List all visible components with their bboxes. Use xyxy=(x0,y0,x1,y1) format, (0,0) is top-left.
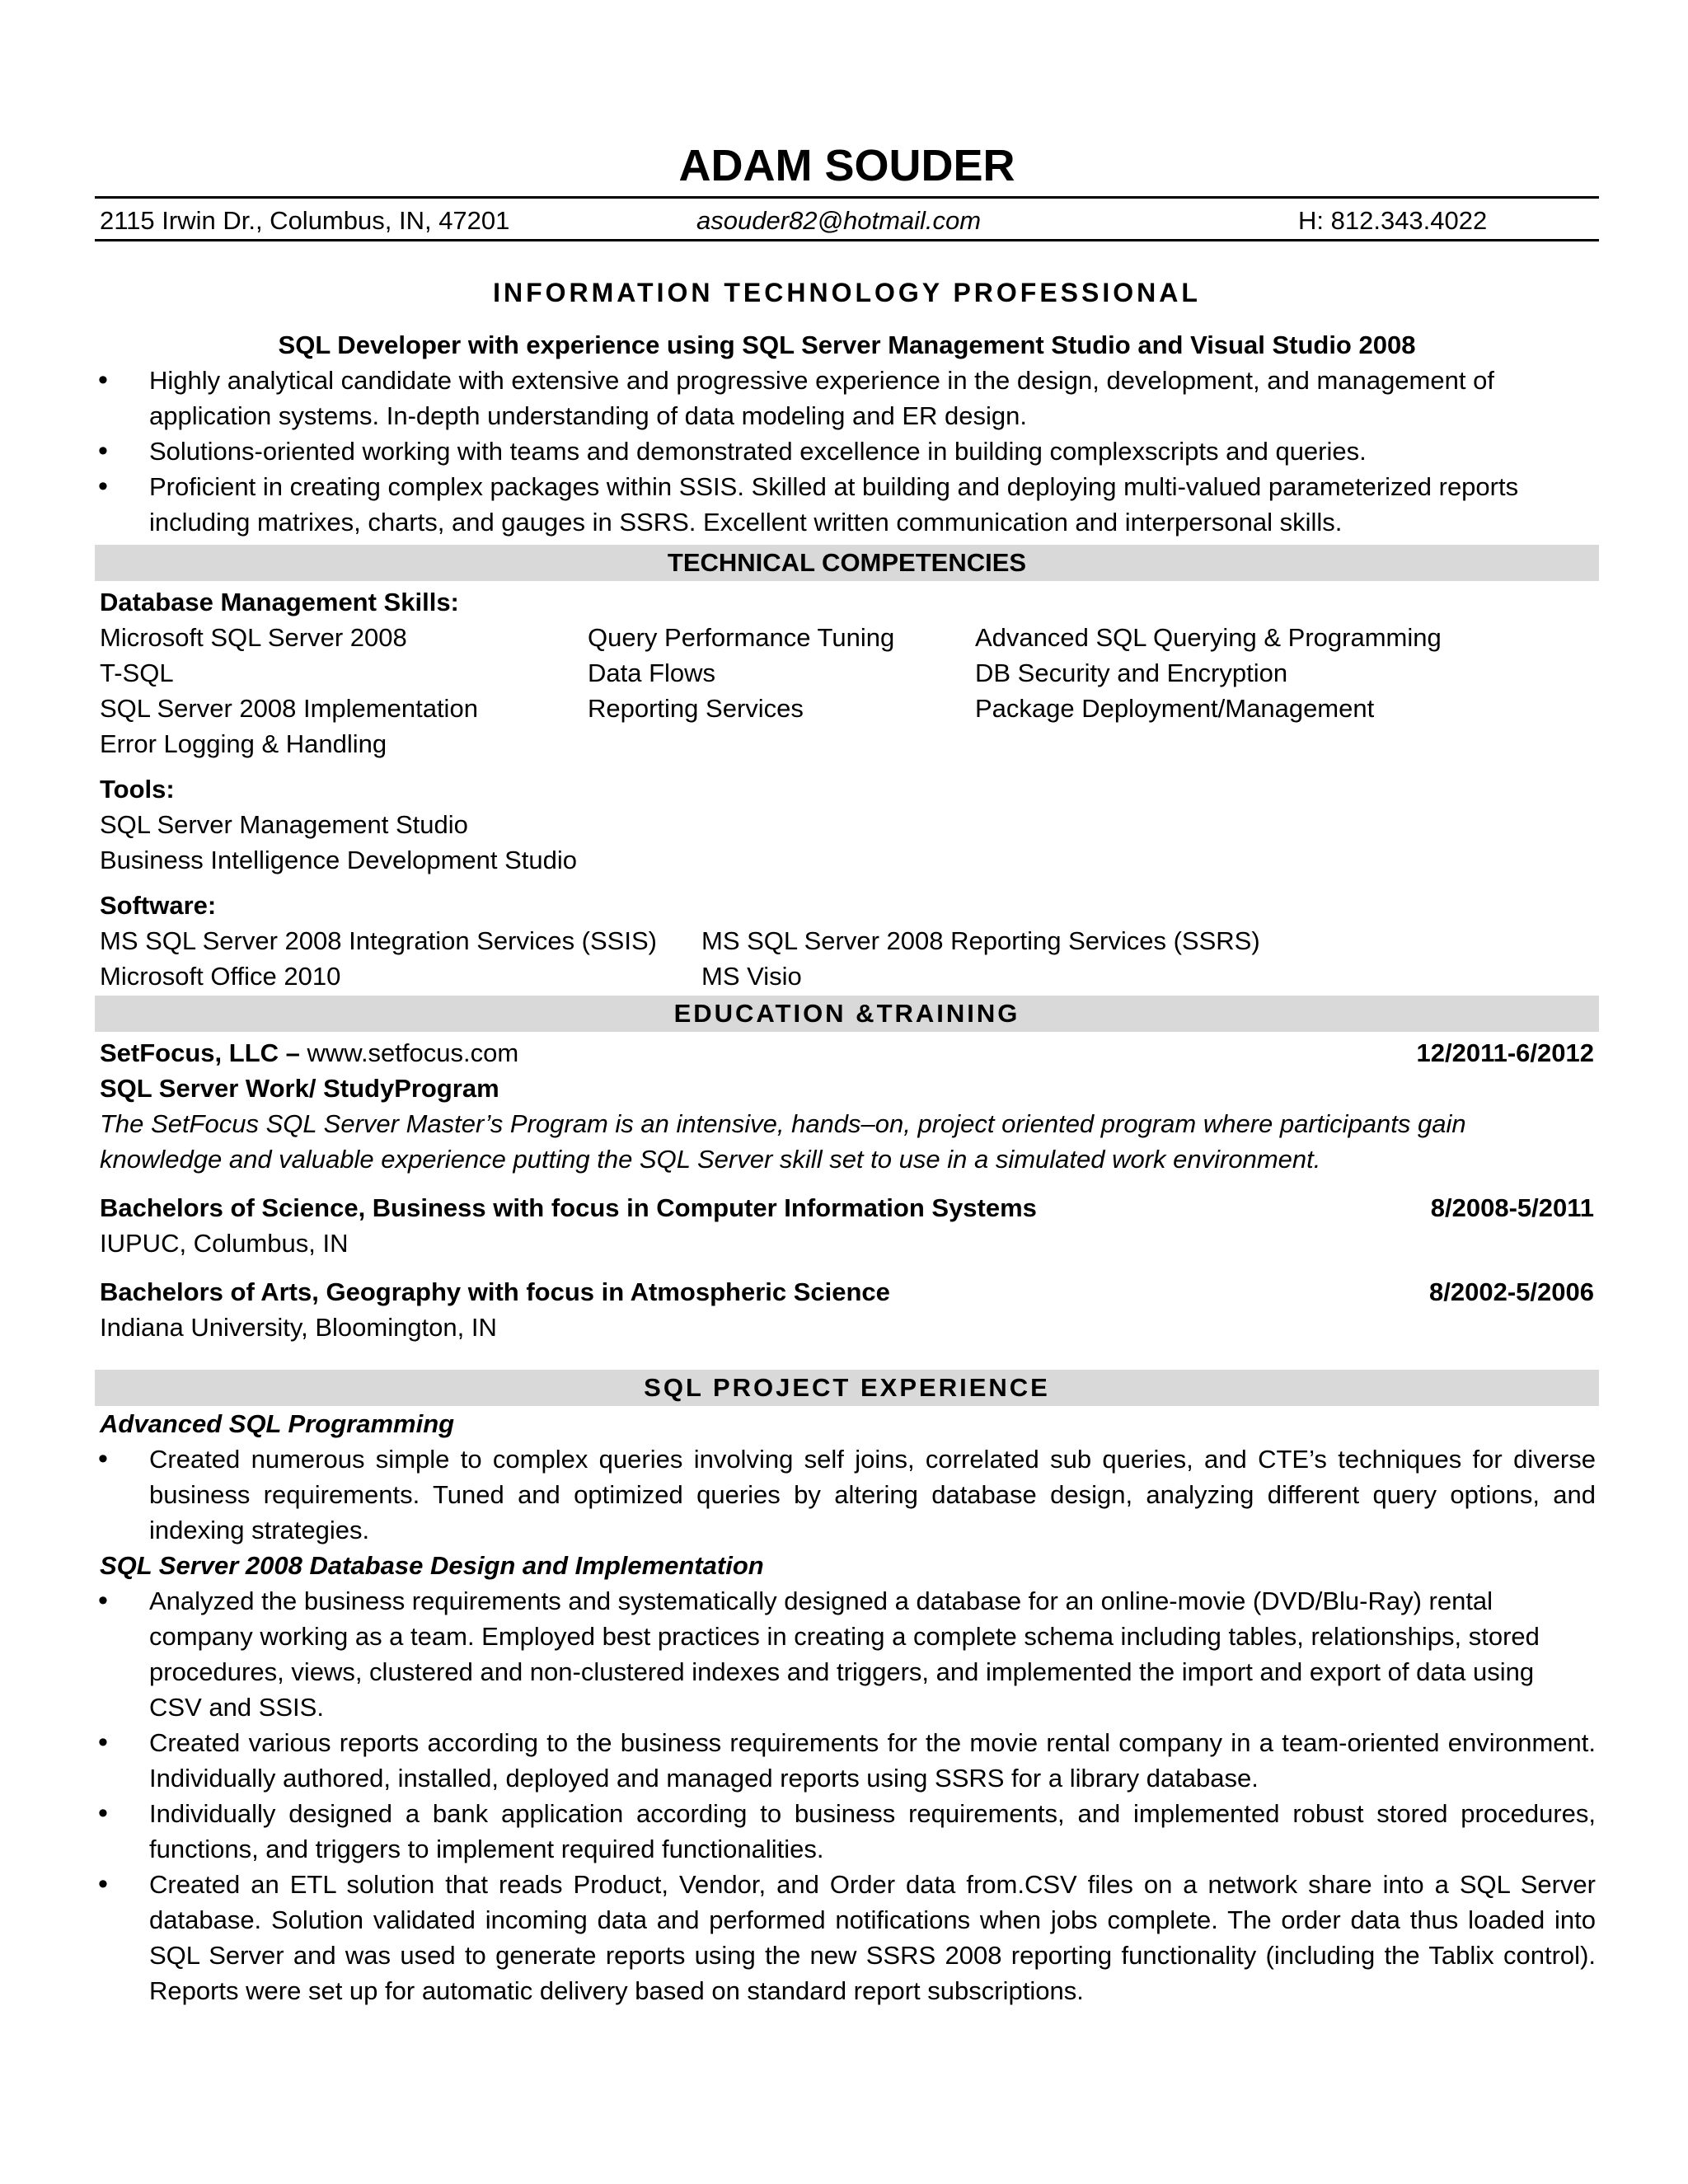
project2-title: SQL Server 2008 Database Design and Implementation xyxy=(100,1551,764,1580)
list-item: • Individually designed a bank application according to business requirements, and implemented robust stored procedures, functions, and triggers to implement required functionalities. xyxy=(95,1796,1599,1867)
setfocus-program: SQL Server Work/ StudyProgram xyxy=(100,1074,499,1103)
competencies-heading: TECHNICAL COMPETENCIES xyxy=(95,545,1599,581)
degree1-dates: 8/2008-5/2011 xyxy=(1430,1193,1594,1222)
list-item: • Highly analytical candidate with extensive and progressive experience in the design, development, and management of application systems. In-depth understanding of data modeling and ER design. xyxy=(95,363,1599,434)
setfocus-dates: 12/2011-6/2012 xyxy=(1416,1038,1594,1067)
resume-page xyxy=(95,138,1599,2008)
degree1-school: IUPUC, Columbus, IN xyxy=(100,1229,349,1258)
db-skills-grid xyxy=(100,620,1599,762)
list-item: • Analyzed the business requirements and systematically designed a database for an online-movie (DVD/Blu-Ray) rental company working as a team. Employed best practices in creating a complete schema including tables, relationships, stored procedures, views, clustered and non-clustered indexes and triggers, and implemented the import and export of data using CSV and SSIS. xyxy=(95,1583,1599,1725)
list-item: Package Deployment/Management xyxy=(975,694,1375,723)
list-item: SQL Server Management Studio xyxy=(100,810,468,839)
address: 2115 Irwin Dr., Columbus, IN, 47201 xyxy=(100,206,510,235)
list-item: MS SQL Server 2008 Reporting Services (SSRS) xyxy=(701,926,1260,955)
candidate-name: ADAM SOUDER xyxy=(678,141,1015,190)
setfocus-url: www.setfocus.com xyxy=(299,1038,519,1067)
list-item: Advanced SQL Querying & Programming xyxy=(975,623,1442,652)
degree2-title: Bachelors of Arts, Geography with focus in Atmospheric Science xyxy=(100,1277,890,1306)
list-item: Microsoft Office 2010 xyxy=(100,962,341,991)
degree2-school: Indiana University, Bloomington, IN xyxy=(100,1313,497,1342)
list-item: Error Logging & Handling xyxy=(100,729,387,758)
degree1-title: Bachelors of Science, Business with focus in Computer Information Systems xyxy=(100,1193,1037,1222)
software-label: Software: xyxy=(100,891,217,920)
list-item: Reporting Services xyxy=(588,694,804,723)
db-skills-col3 xyxy=(975,620,1599,762)
project1-title: Advanced SQL Programming xyxy=(100,1409,455,1438)
db-skills-col2 xyxy=(588,620,975,762)
list-item: Query Performance Tuning xyxy=(588,623,895,652)
tools-label: Tools: xyxy=(100,775,175,804)
list-item: MS Visio xyxy=(701,962,802,991)
setfocus-row xyxy=(100,1035,1599,1071)
software-grid xyxy=(100,923,1599,994)
list-item: Microsoft SQL Server 2008 xyxy=(100,623,407,652)
competencies-section xyxy=(95,584,1599,994)
db-skills-col1 xyxy=(100,620,588,762)
profile-bullets xyxy=(95,363,1599,540)
contact-bar xyxy=(95,196,1599,241)
project1-bullets xyxy=(95,1441,1599,1548)
education-section xyxy=(95,1035,1599,1345)
degree2-row xyxy=(100,1274,1599,1310)
list-item: T-SQL xyxy=(100,658,174,687)
list-item: MS SQL Server 2008 Integration Services (SSIS) xyxy=(100,926,657,955)
setfocus-description: The SetFocus SQL Server Master’s Program is an intensive, hands–on, project oriented program where participants gain knowledge and valuable experience putting the SQL Server skill set to use in a simulated work environment. xyxy=(100,1109,1466,1174)
phone: H: 812.343.4022 xyxy=(1298,206,1488,235)
list-item: • Proficient in creating complex packages within SSIS. Skilled at building and deploying multi-valued parameterized reports including matrixes, charts, and gauges in SSRS. Excellent written communication and interpersonal skills. xyxy=(95,469,1599,540)
projects-heading: SQL PROJECT EXPERIENCE xyxy=(95,1370,1599,1406)
list-item: • Created various reports according to the business requirements for the movie rental company in a team-oriented environment. Individually authored, installed, deployed and managed reports using SSRS for a library database. xyxy=(95,1725,1599,1796)
project2-bullets xyxy=(95,1583,1599,2008)
profile-subtitle: SQL Developer with experience using SQL Server Management Studio and Visual Studio 2008 xyxy=(278,330,1416,359)
list-item: • Solutions-oriented working with teams and demonstrated excellence in building complexscripts and queries. xyxy=(95,434,1599,469)
list-item: • Created an ETL solution that reads Product, Vendor, and Order data from.CSV files on a network share into a SQL Server database. Solution validated incoming data and performed notifications when jobs complete. The order data thus loaded into SQL Server and was used to generate reports using the new SSRS 2008 reporting functionality (including the Tablix control). Reports were set up for automatic delivery based on standard report subscriptions. xyxy=(95,1867,1599,2008)
degree2-dates: 8/2002-5/2006 xyxy=(1429,1277,1594,1306)
list-item: SQL Server 2008 Implementation xyxy=(100,694,478,723)
list-item: Data Flows xyxy=(588,658,716,687)
list-item: DB Security and Encryption xyxy=(975,658,1288,687)
profile-title: INFORMATION TECHNOLOGY PROFESSIONAL xyxy=(493,278,1201,307)
list-item: Business Intelligence Development Studio xyxy=(100,846,578,874)
setfocus-name: SetFocus, LLC – xyxy=(100,1038,300,1067)
setfocus-org xyxy=(100,1035,518,1071)
education-heading: EDUCATION &TRAINING xyxy=(95,996,1599,1032)
db-skills-label: Database Management Skills: xyxy=(100,588,459,616)
list-item: • Created numerous simple to complex queries involving self joins, correlated sub queries, and CTE’s techniques for diverse business requirements. Tuned and optimized queries by altering database design, analyzing different query options, and indexing strategies. xyxy=(95,1441,1599,1548)
email: asouder82@hotmail.com xyxy=(696,206,982,235)
degree1-row xyxy=(100,1190,1599,1226)
